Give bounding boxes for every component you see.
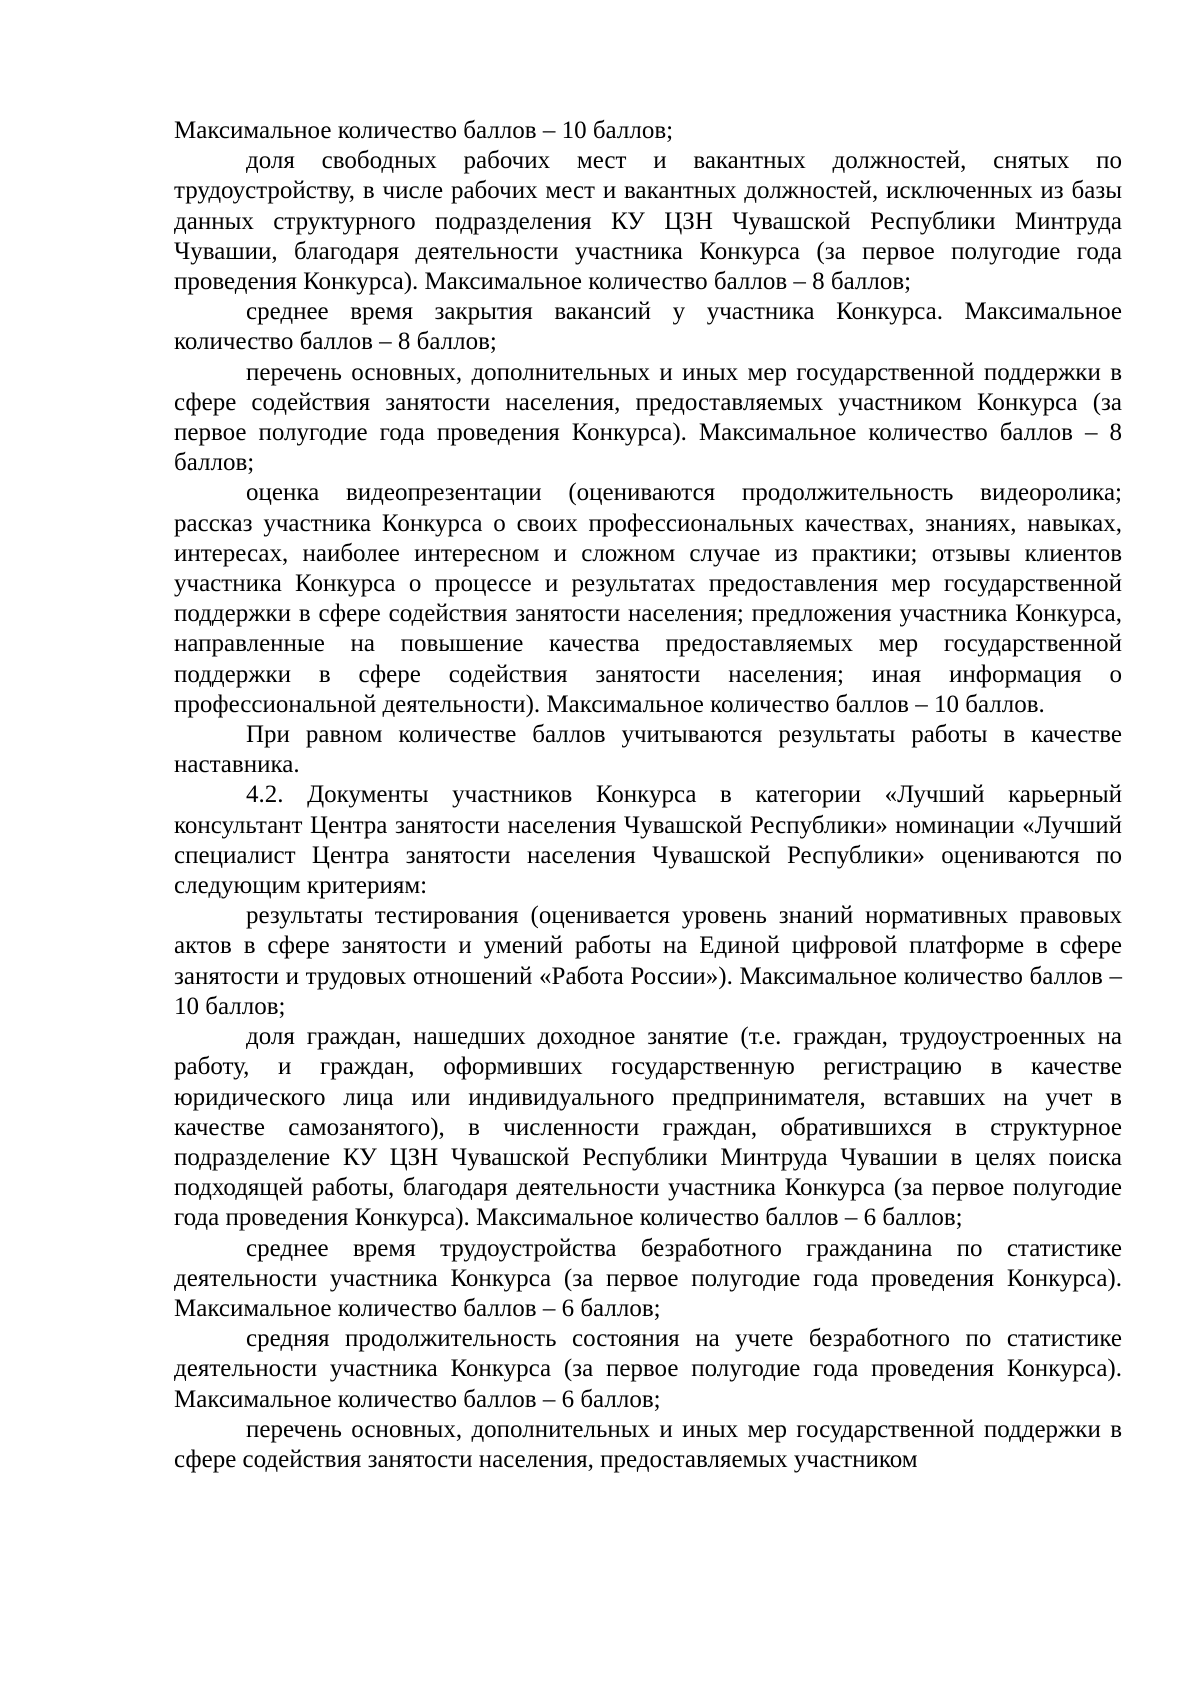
paragraph-registration-duration: средняя продолжительность состояния на учете безработного по статистике деятельности участника Конкурса (за первое полугодие года проведения Конкурса). Максимальное количество баллов – 6 баллов; [174, 1325, 1122, 1413]
paragraph-video-presentation: оценка видеопрезентации (оцениваются продолжительность видеоролика; рассказ участника Конкурса о своих профессиональных качествах, знаниях, навыках, интересах, наиболее интересном и сложном случае из практики; отзывы клиентов участника Конкурса о процессе и результатах предоставления мер государственной поддержки в сфере содействия занятости населения; предложения участника Конкурса, направленные на повышение качества предоставляемых мер государственной поддержки в сфере содействия занятости населения; иная информация о профессиональной деятельности). Максимальное количество баллов – 10 баллов. [174, 479, 1122, 718]
paragraph-tie-break: При равном количестве баллов учитываются результаты работы в качестве наставника. [174, 721, 1122, 779]
paragraph-employment-time: среднее время трудоустройства безработного гражданина по статистике деятельности участника Конкурса (за первое полугодие года проведения Конкурса). Максимальное количество баллов – 6 баллов; [174, 1234, 1122, 1322]
paragraph-vacancy-closing-time: среднее время закрытия вакансий у участника Конкурса. Максимальное количество баллов – 8 баллов; [174, 298, 1122, 356]
paragraph-support-measures: перечень основных, дополнительных и иных мер государственной поддержки в сфере содействия занятости населения, предоставляемых участником Конкурса (за первое полугодие года проведения Конкурса). Максимальное количество баллов – 8 баллов; [174, 358, 1122, 477]
paragraph-section-4-2: 4.2. Документы участников Конкурса в категории «Лучший карьерный консультант Центра занятости населения Чувашской Республики» номинации «Лучший специалист Центра занятости населения Чувашской Республики» оцениваются по следующим критериям: [174, 781, 1122, 900]
paragraph-support-measures-continued: перечень основных, дополнительных и иных мер государственной поддержки в сфере содействия занятости населения, предоставляемых участником [174, 1415, 1122, 1473]
paragraph-max-score-video: Максимальное количество баллов – 10 баллов; [174, 117, 674, 144]
document-body [174, 116, 1122, 1475]
paragraph-testing-results: результаты тестирования (оценивается уровень знаний нормативных правовых актов в сфере занятости и умений работы на Единой цифровой платформе в сфере занятости и трудовых отношений «Работа России»). Максимальное количество баллов – 10 баллов; [174, 902, 1122, 1020]
paragraph-employed-share: доля граждан, нашедших доходное занятие (т.е. граждан, трудоустроенных на работу, и граждан, оформивших государственную регистрацию в качестве юридического лица или индивидуального предпринимателя, вставших на учет в качестве самозанятого), в численности граждан, обратившихся в структурное подразделение КУ ЦЗН Чувашской Республики Минтруда Чувашии в целях поиска подходящей работы, благодаря деятельности участника Конкурса (за первое полугодие года проведения Конкурса). Максимальное количество баллов – 6 баллов; [174, 1023, 1122, 1232]
paragraph-vacancy-share: доля свободных рабочих мест и вакантных должностей, снятых по трудоустройству, в числе рабочих мест и вакантных должностей, исключенных из базы данных структурного подразделения КУ ЦЗН Чувашской Республики Минтруда Чувашии, благодаря деятельности участника Конкурса (за первое полугодие года проведения Конкурса). Максимальное количество баллов – 8 баллов; [174, 147, 1122, 296]
